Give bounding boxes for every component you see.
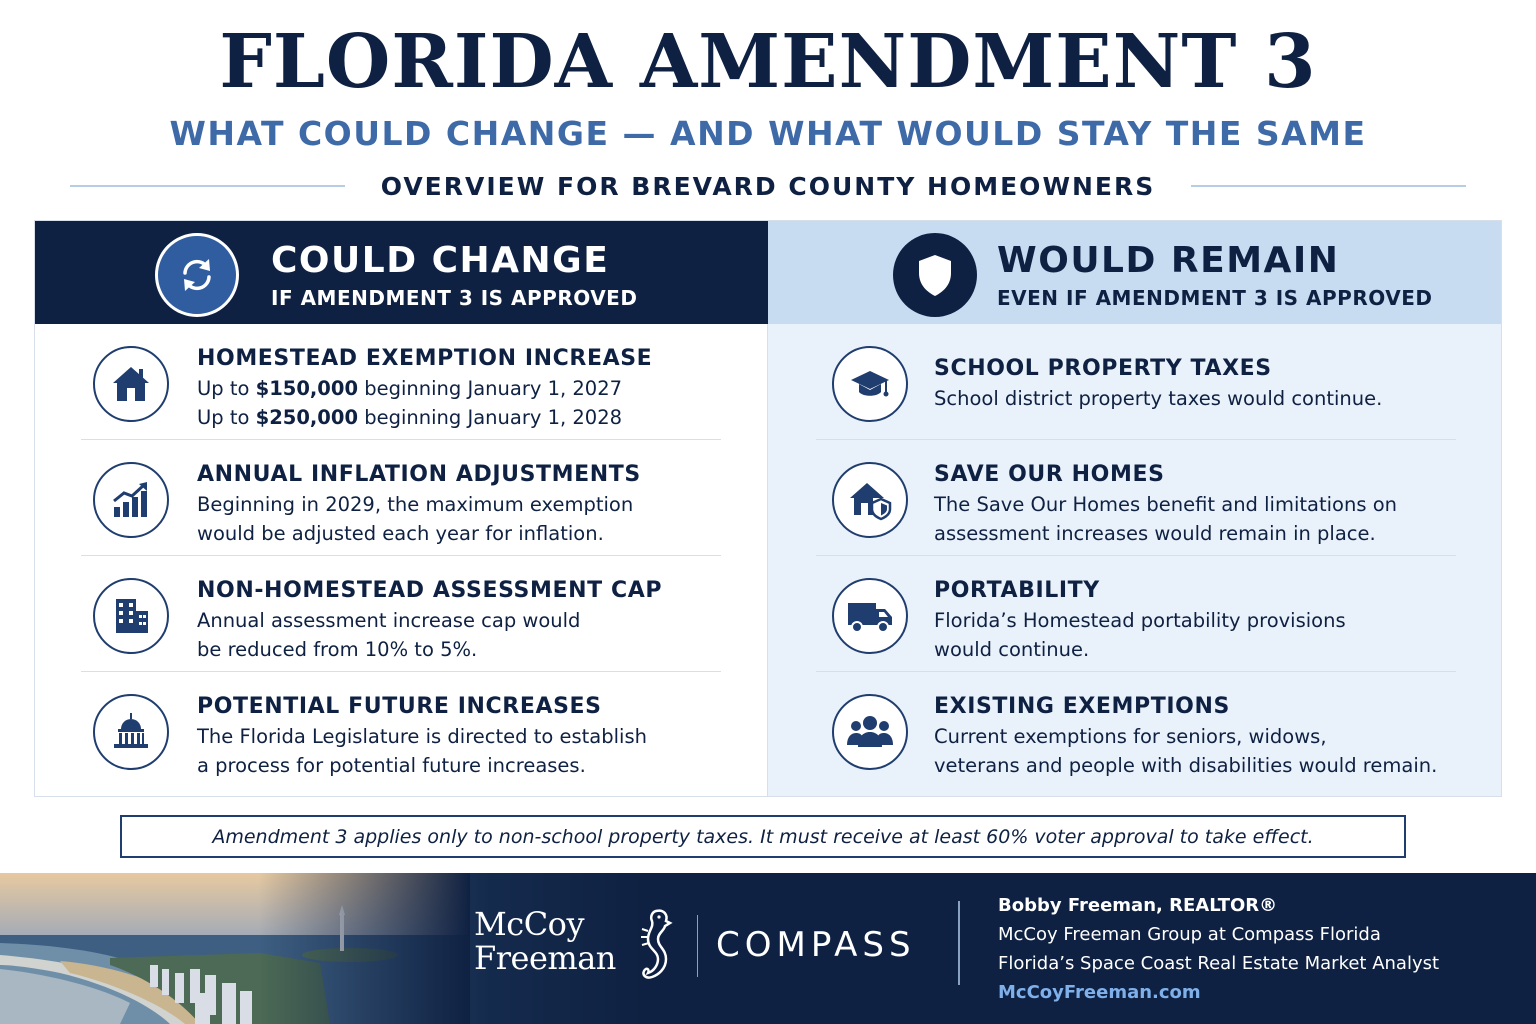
contact-company: McCoy Freeman Group at Compass Florida	[998, 924, 1381, 945]
could-change-title: COULD CHANGE	[271, 240, 610, 281]
page-title: FLORIDA AMENDMENT 3	[219, 19, 1317, 105]
graduation-cap-icon	[832, 346, 908, 422]
house-shield-icon	[832, 462, 908, 538]
item-title: SAVE OUR HOMES	[934, 462, 1165, 487]
exemption-amount: $250,000	[255, 406, 359, 429]
divider-right	[1191, 185, 1466, 187]
item-line: School district property taxes would continue.	[934, 387, 1383, 410]
item-line	[197, 374, 757, 403]
list-item	[768, 324, 1501, 440]
list-item	[35, 324, 768, 440]
refresh-icon	[155, 233, 239, 317]
item-line	[197, 403, 757, 432]
page-subtitle: WHAT COULD CHANGE — AND WHAT WOULD STAY THE SAME	[169, 114, 1367, 153]
comparison-panel	[34, 220, 1502, 797]
list-item	[768, 556, 1501, 672]
item-line: Beginning in 2029, the maximum exemption	[197, 493, 634, 516]
item-line-prefix: Up to	[197, 377, 256, 400]
item-title: PORTABILITY	[934, 578, 1100, 603]
footer-divider	[958, 901, 960, 985]
house-icon	[93, 346, 169, 422]
overview-row	[70, 168, 1466, 204]
item-title: ANNUAL INFLATION ADJUSTMENTS	[197, 462, 641, 487]
list-item	[35, 440, 768, 556]
contact-name: Bobby Freeman, REALTOR®	[998, 895, 1278, 916]
list-item	[35, 556, 768, 672]
brand-divider	[697, 915, 698, 977]
compass-logo: COMPASS	[716, 925, 916, 965]
would-remain-header	[768, 221, 1501, 324]
item-line: assessment increases would remain in place.	[934, 522, 1376, 545]
shield-icon	[893, 233, 977, 317]
growth-chart-icon	[93, 462, 169, 538]
item-title: HOMESTEAD EXEMPTION INCREASE	[197, 346, 653, 371]
could-change-list	[35, 324, 768, 788]
list-item	[768, 440, 1501, 556]
item-line: The Save Our Homes benefit and limitations on	[934, 493, 1397, 516]
could-change-column	[35, 221, 768, 796]
brand-name-line2: Freeman	[474, 939, 616, 977]
footnote-box: Amendment 3 applies only to non-school property taxes. It must receive at least 60% voter approval to take effect.	[120, 815, 1406, 858]
item-line: a process for potential future increases.	[197, 754, 586, 777]
item-line: would continue.	[934, 638, 1090, 661]
item-line: Florida’s Homestead portability provisions	[934, 609, 1346, 632]
would-remain-column	[768, 221, 1501, 796]
people-icon	[832, 694, 908, 770]
item-line-prefix: Up to	[197, 406, 256, 429]
exemption-amount: $150,000	[255, 377, 359, 400]
brand-logo	[474, 907, 616, 975]
item-line-suffix: beginning January 1, 2027	[358, 377, 623, 400]
seahorse-icon	[634, 905, 676, 985]
item-title: NON-HOMESTEAD ASSESSMENT CAP	[197, 578, 663, 603]
coastline-image	[0, 873, 470, 1024]
list-item	[35, 672, 768, 788]
item-title: POTENTIAL FUTURE INCREASES	[197, 694, 602, 719]
footer-banner	[0, 873, 1536, 1024]
contact-block	[998, 891, 1439, 1007]
item-line: Annual assessment increase cap would	[197, 609, 581, 632]
would-remain-list	[768, 324, 1501, 788]
overview-heading: OVERVIEW FOR BREVARD COUNTY HOMEOWNERS	[380, 171, 1156, 201]
could-change-subtitle: IF AMENDMENT 3 IS APPROVED	[271, 286, 638, 310]
capitol-icon	[93, 694, 169, 770]
item-line: Current exemptions for seniors, widows,	[934, 725, 1327, 748]
item-line: veterans and people with disabilities would remain.	[934, 754, 1438, 777]
item-title: EXISTING EXEMPTIONS	[934, 694, 1230, 719]
item-title: SCHOOL PROPERTY TAXES	[934, 356, 1272, 381]
item-line: The Florida Legislature is directed to establish	[197, 725, 647, 748]
website-link[interactable]: McCoyFreeman.com	[998, 982, 1201, 1003]
divider-left	[70, 185, 345, 187]
would-remain-subtitle: EVEN IF AMENDMENT 3 IS APPROVED	[997, 286, 1433, 310]
brand-name-line1: McCoy	[474, 905, 585, 943]
could-change-header	[35, 221, 768, 324]
item-line-suffix: beginning January 1, 2028	[358, 406, 623, 429]
buildings-icon	[93, 578, 169, 654]
contact-role: Florida’s Space Coast Real Estate Market Analyst	[998, 953, 1440, 974]
list-item	[768, 672, 1501, 788]
truck-icon	[832, 578, 908, 654]
item-line: would be adjusted each year for inflation.	[197, 522, 604, 545]
item-line: be reduced from 10% to 5%.	[197, 638, 478, 661]
would-remain-title: WOULD REMAIN	[997, 240, 1340, 281]
